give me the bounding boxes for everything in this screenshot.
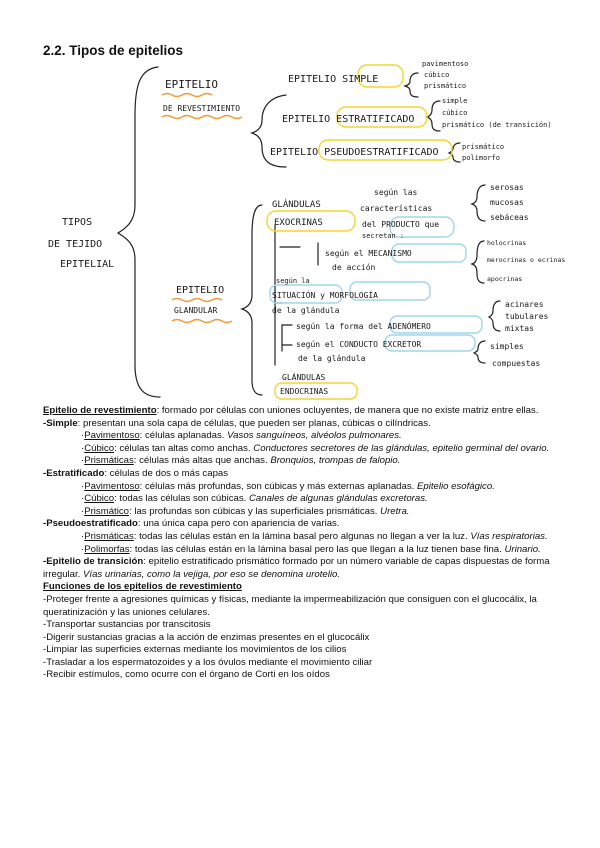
epithelium-diagram xyxy=(0,55,600,400)
forma-label: según la forma del ADENÓMERO xyxy=(296,322,431,331)
conducto-line-1: según el CONDUCTO EXCRETOR xyxy=(296,340,422,349)
function-item: -Transportar sustancias por transcitosis xyxy=(43,619,211,631)
conducto-line-2: de la glándula xyxy=(298,354,366,363)
forma-type-1: acinares xyxy=(505,300,544,309)
simple-label: EPITELIO SIMPLE xyxy=(288,74,379,85)
notes-body xyxy=(43,405,558,682)
simple-type-2: cúbico xyxy=(424,71,450,79)
pseudo-definition: -Pseudoestratificado: una única capa pero con apariencia de varias. xyxy=(43,518,340,530)
glandular-line-1: EPITELIO xyxy=(176,285,225,296)
caract-line-1: según las xyxy=(374,188,418,197)
estratificado-type-3: prismático (de transición) xyxy=(442,121,552,129)
function-item: -Digerir sustancias gracias a la acción de enzimas presentes en el glucocálix xyxy=(43,631,370,643)
pseudo-polimorfas: ·Polimorfas: todas las células están en la lámina basal pero las que llegan a la luz tienen base fina. Urinario. xyxy=(81,543,541,555)
simple-cubico: ·Cúbico: células tan altas como anchas. Conductores secretores de las glándulas, epitelio germinal del ovario. xyxy=(81,442,550,454)
root-line-2: DE TEJIDO xyxy=(48,239,103,250)
mecanismo-type-2: merocrinas o ecrinas xyxy=(487,256,566,264)
caract-line-2: características xyxy=(360,204,433,213)
estratificado-type-1: simple xyxy=(442,97,468,105)
glandular-line-2: GLANDULAR xyxy=(174,306,218,315)
situacion-line-3: de la glándula xyxy=(272,306,340,315)
functions-title: Funciones de los epitelios de revestimiento xyxy=(43,581,242,593)
simple-definition: -Simple: presentan una sola capa de células, que pueden ser planas, cúbicas o cilíndricas. xyxy=(43,417,431,429)
producto-type-1: serosas xyxy=(490,183,524,192)
mecanismo-line-1: según el MECANISMO xyxy=(325,249,412,258)
conducto-type-2: compuestas xyxy=(492,359,541,368)
situacion-line-2: SITUACIÓN y MORFOLOGÍA xyxy=(272,291,378,300)
pseudo-type-1: prismático xyxy=(462,143,505,151)
root-line-3: EPITELIAL xyxy=(60,259,115,270)
revestimiento-definition: Epitelio de revestimiento: formado por células con uniones ocluyentes, de manera que no existe matriz entre ellas. xyxy=(43,405,539,416)
forma-type-3: mixtas xyxy=(505,324,534,333)
forma-type-2: tubulares xyxy=(505,312,549,321)
estratificado-definition: -Estratificado: células de dos o más capas xyxy=(43,467,229,479)
pseudo-label: EPITELIO PSEUDOESTRATIFICADO xyxy=(270,147,439,158)
endocrinas-line-2: ENDOCRINAS xyxy=(280,387,329,396)
caract-line-3: del PRODUCTO que xyxy=(362,220,440,229)
simple-type-3: prismático xyxy=(424,82,467,90)
caract-line-4: secretan : xyxy=(362,232,405,240)
estratificado-type-2: cúbico xyxy=(442,109,468,117)
estratificado-cubico: ·Cúbico: todas las células son cúbicas. Canales de algunas glándulas excretoras. xyxy=(81,493,428,505)
pseudo-type-2: polimorfo xyxy=(462,154,500,162)
mecanismo-type-1: holocrinas xyxy=(487,239,527,247)
function-item: -Proteger frente a agresiones químicas y físicas, mediante la impermeabilización que consiguen con el glucocálix, la queratinización y las uniones celulares. xyxy=(43,593,537,618)
simple-pavimentoso: ·Pavimentoso: células aplanadas. Vasos sanguíneos, alvéolos pulmonares. xyxy=(81,430,402,442)
revestimiento-line-1: EPITELIO xyxy=(165,78,218,91)
revestimiento-line-2: DE REVESTIMIENTO xyxy=(163,104,241,113)
exocrinas-line-1: GLÁNDULAS xyxy=(272,200,321,210)
root-line-1: TIPOS xyxy=(62,217,93,228)
producto-type-2: mucosas xyxy=(490,198,524,207)
estratificado-label: EPITELIO ESTRATIFICADO xyxy=(282,114,415,125)
section-heading: 2.2. Tipos de epitelios xyxy=(43,43,184,58)
simple-type-1: pavimentoso xyxy=(422,60,469,68)
estratificado-prismatico: ·Prismático: las profundas son cúbicas y las superficiales prismáticas. Uretra. xyxy=(81,505,410,517)
situacion-line-1: según la xyxy=(276,277,310,285)
exocrinas-line-2: EXOCRINAS xyxy=(274,218,323,228)
mecanismo-type-3: apocrinas xyxy=(487,275,523,283)
pseudo-prismaticas: ·Prismáticas: todas las células están en la lámina basal pero algunas no llegan a ver la luz. Vías respiratorias. xyxy=(81,530,548,542)
producto-type-3: sebáceas xyxy=(490,213,529,222)
transicion-definition: -Epitelio de transición: epitelio estratificado prismático formado por un número variable de capas dispuestas de forma irregular. Vías urinarias, como la vejiga, por eso se denomina urotelio. xyxy=(43,556,550,580)
estratificado-pavimentoso: ·Pavimentoso: células más profundas, son cúbicas y más externas aplanadas. Epitelio esofágico. xyxy=(81,480,495,492)
mecanismo-line-2: de acción xyxy=(332,263,376,272)
simple-prismaticas: ·Prismáticas: células más altas que anchas. Bronquios, trompas de falopio. xyxy=(81,455,401,467)
conducto-type-1: simples xyxy=(490,342,524,351)
function-item: -Trasladar a los espermatozoides y a los óvulos mediante el movimiento ciliar xyxy=(43,656,373,668)
endocrinas-line-1: GLÁNDULAS xyxy=(282,373,326,382)
function-item: -Limpiar las superficies externas mediante los movimientos de los cilios xyxy=(43,644,347,656)
function-item: -Recibir estímulos, como ocurre con el órgano de Corti en los oídos xyxy=(43,669,330,681)
